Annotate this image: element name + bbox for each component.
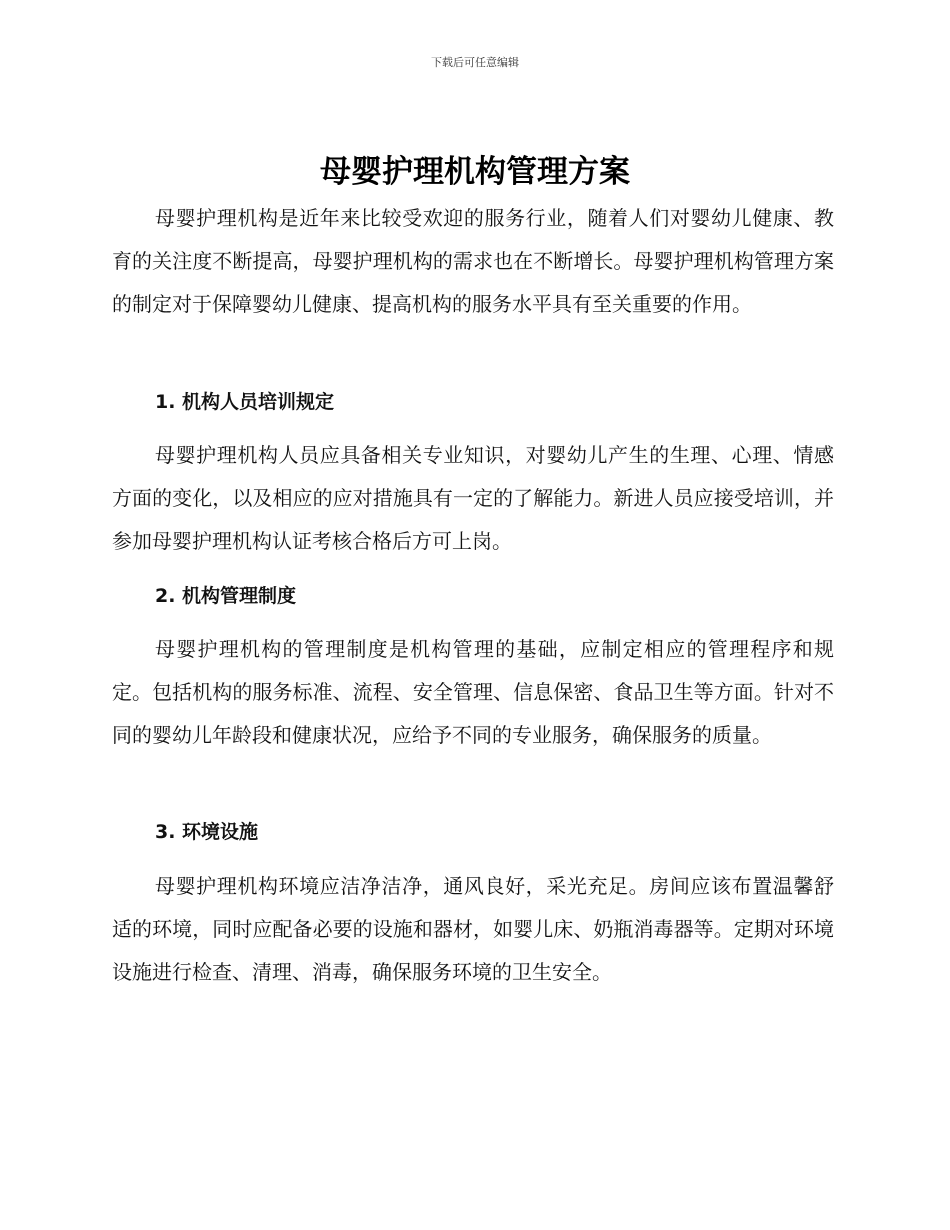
section-management <box>112 628 834 757</box>
section-paragraph-training: 母婴护理机构人员应具备相关专业知识，对婴幼儿产生的生理、心理、情感方面的变化，以及相应的应对措施具有一定的了解能力。新进人员应接受培训，并参加母婴护理机构认证考核合格后方可上岗。 <box>112 443 834 553</box>
document-title: 母婴护理机构管理方案 <box>320 154 630 190</box>
section-environment <box>112 865 834 994</box>
intro-section <box>112 197 834 326</box>
section-paragraph-management: 母婴护理机构的管理制度是机构管理的基础，应制定相应的管理程序和规定。包括机构的服务标准、流程、安全管理、信息保密、食品卫生等方面。针对不同的婴幼儿年龄段和健康状况，应给予不同的专业服务，确保服务的质量。 <box>112 637 834 747</box>
page-header-note: 下载后可任意编辑 <box>431 56 519 69</box>
intro-paragraph: 母婴护理机构是近年来比较受欢迎的服务行业，随着人们对婴幼儿健康、教育的关注度不断提高，母婴护理机构的需求也在不断增长。母婴护理机构管理方案的制定对于保障婴幼儿健康、提高机构的服务水平具有至关重要的作用。 <box>112 206 834 316</box>
section-training <box>112 434 834 563</box>
section-paragraph-environment: 母婴护理机构环境应洁净洁净，通风良好，采光充足。房间应该布置温馨舒适的环境，同时应配备必要的设施和器材，如婴儿床、奶瓶消毒器等。定期对环境设施进行检查、清理、消毒，确保服务环境的卫生安全。 <box>112 874 834 984</box>
section-heading-environment: 3. 环境设施 <box>155 821 259 843</box>
section-heading-training: 1. 机构人员培训规定 <box>155 391 335 413</box>
section-heading-management: 2. 机构管理制度 <box>155 585 297 607</box>
